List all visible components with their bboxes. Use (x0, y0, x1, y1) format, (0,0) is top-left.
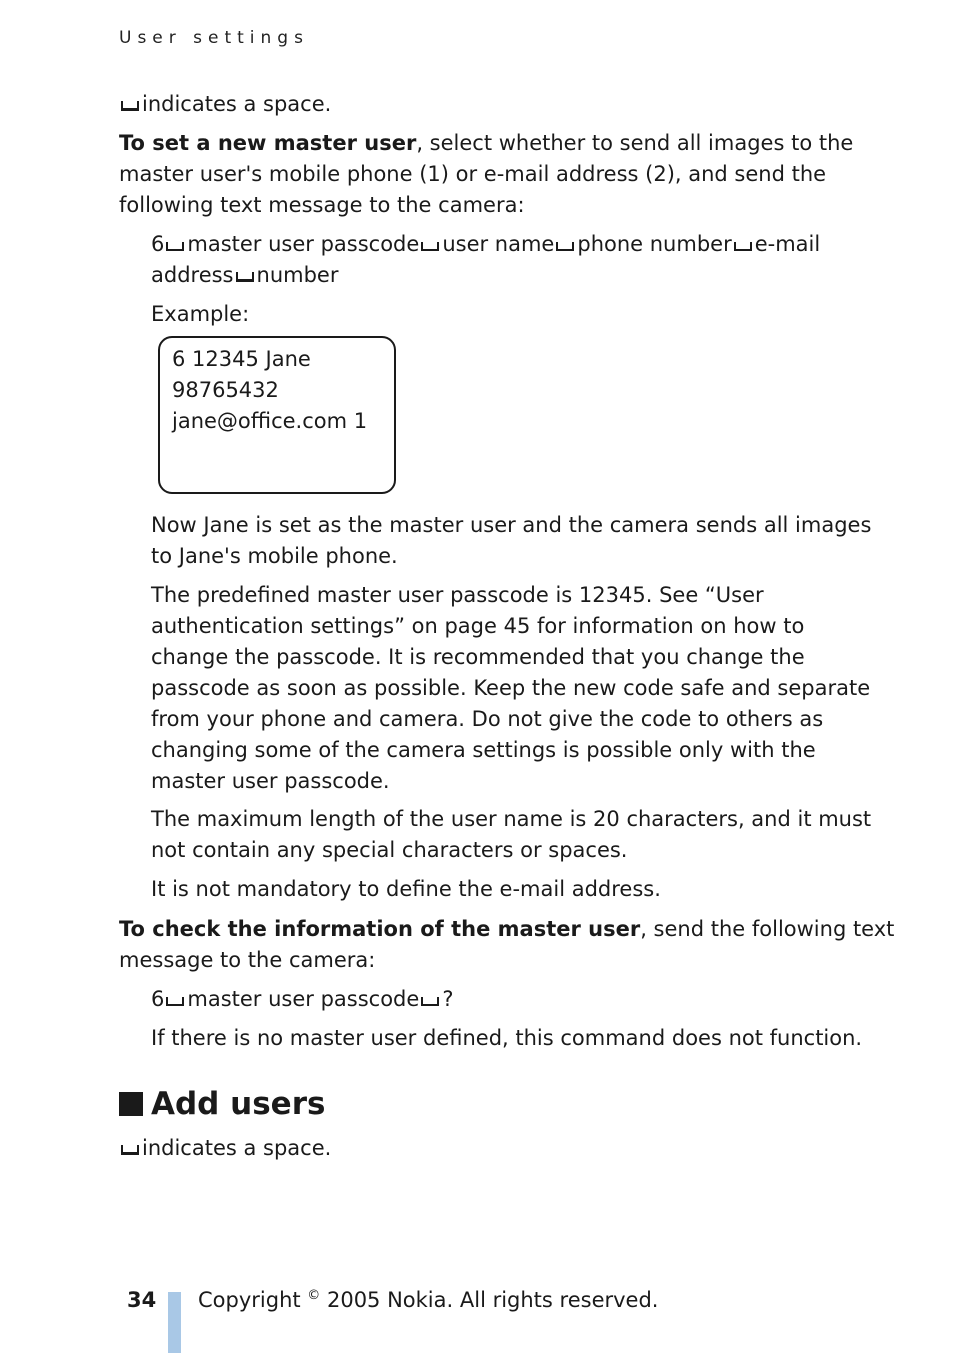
command-token: master user passcode (187, 987, 420, 1011)
space-symbol-icon (734, 239, 752, 251)
example-message-box (158, 336, 396, 494)
copyright-text: 2005 Nokia. All rights reserved. (320, 1288, 659, 1312)
space-symbol-icon (421, 239, 439, 251)
footer-accent-bar (168, 1292, 181, 1353)
example-line: 98765432 (172, 378, 279, 402)
set-master-rest: , select whether to send all images to the (416, 131, 854, 155)
space-symbol-icon (236, 270, 254, 282)
passcode-line: authentication settings” on page 45 for information on how to (151, 614, 805, 638)
space-symbol-icon (166, 239, 184, 251)
space-symbol-icon (421, 994, 439, 1006)
space-note-text: indicates a space. (142, 1136, 332, 1160)
no-function-paragraph: If there is no master user defined, this command does not function. (151, 1026, 863, 1050)
max-length-line-1: The maximum length of the user name is 20 characters, and it must (151, 807, 872, 831)
jane-paragraph (151, 510, 871, 572)
master-command-syntax (151, 229, 820, 291)
passcode-line: changing some of the camera settings is possible only with the (151, 738, 816, 762)
space-symbol-icon (166, 994, 184, 1006)
example-line: jane@office.com 1 (172, 409, 368, 433)
running-head: User settings (119, 28, 309, 48)
copyright-symbol: © (307, 1288, 321, 1303)
check-master-line-1 (119, 914, 894, 945)
set-master-line-1 (119, 128, 853, 159)
check-master-line-2: message to the camera: (119, 948, 376, 972)
jane-line-2: to Jane's mobile phone. (151, 544, 398, 568)
space-note-text: indicates a space. (142, 92, 332, 116)
example-line: 6 12345 Jane (172, 347, 311, 371)
passcode-line: passcode as soon as possible. Keep the new code safe and separate (151, 676, 871, 700)
set-master-lead: To set a new master user (119, 131, 417, 155)
set-master-line-2: master user's mobile phone (1) or e-mail address (2), and send the (119, 162, 827, 186)
command-token: address (151, 263, 234, 287)
space-note (119, 1133, 331, 1164)
page-number: 34 (127, 1288, 157, 1312)
command-token: number (256, 263, 339, 287)
set-master-paragraph (119, 128, 853, 221)
example-label: Example: (151, 302, 250, 326)
section-heading (119, 1083, 325, 1125)
passcode-line: master user passcode. (151, 769, 390, 793)
command-token: user name (442, 232, 555, 256)
command-token: master user passcode (187, 232, 420, 256)
check-master-paragraph (119, 914, 894, 976)
command-token: 6 (151, 987, 165, 1011)
space-symbol-icon (556, 239, 574, 251)
check-master-rest: , send the following text (640, 917, 895, 941)
copyright-text: Copyright (198, 1288, 308, 1312)
passcode-line: from your phone and camera. Do not give the code to others as (151, 707, 824, 731)
max-length-paragraph (151, 804, 871, 866)
email-optional-paragraph: It is not mandatory to define the e-mail address. (151, 877, 661, 901)
jane-line-1: Now Jane is set as the master user and the camera sends all images (151, 513, 872, 537)
max-length-line-2: not contain any special characters or spaces. (151, 838, 628, 862)
space-symbol-icon (121, 1143, 139, 1155)
passcode-line: change the passcode. It is recommended that you change the (151, 645, 805, 669)
command-token: phone number (577, 232, 732, 256)
section-title: Add users (151, 1086, 326, 1122)
command-line-1 (151, 229, 820, 260)
space-note (119, 89, 331, 120)
space-symbol-icon (121, 99, 139, 111)
check-command-syntax (151, 984, 453, 1015)
copyright-notice (198, 1288, 658, 1312)
command-token: 6 (151, 232, 165, 256)
passcode-paragraph (151, 580, 870, 797)
command-token: e-mail (754, 232, 821, 256)
command-token: ? (442, 987, 454, 1011)
check-master-lead: To check the information of the master user (119, 917, 641, 941)
square-bullet-icon (119, 1092, 143, 1116)
passcode-line: The predefined master user passcode is 12345. See “User (151, 583, 764, 607)
command-line-2 (151, 260, 820, 291)
set-master-line-3: following text message to the camera: (119, 193, 525, 217)
